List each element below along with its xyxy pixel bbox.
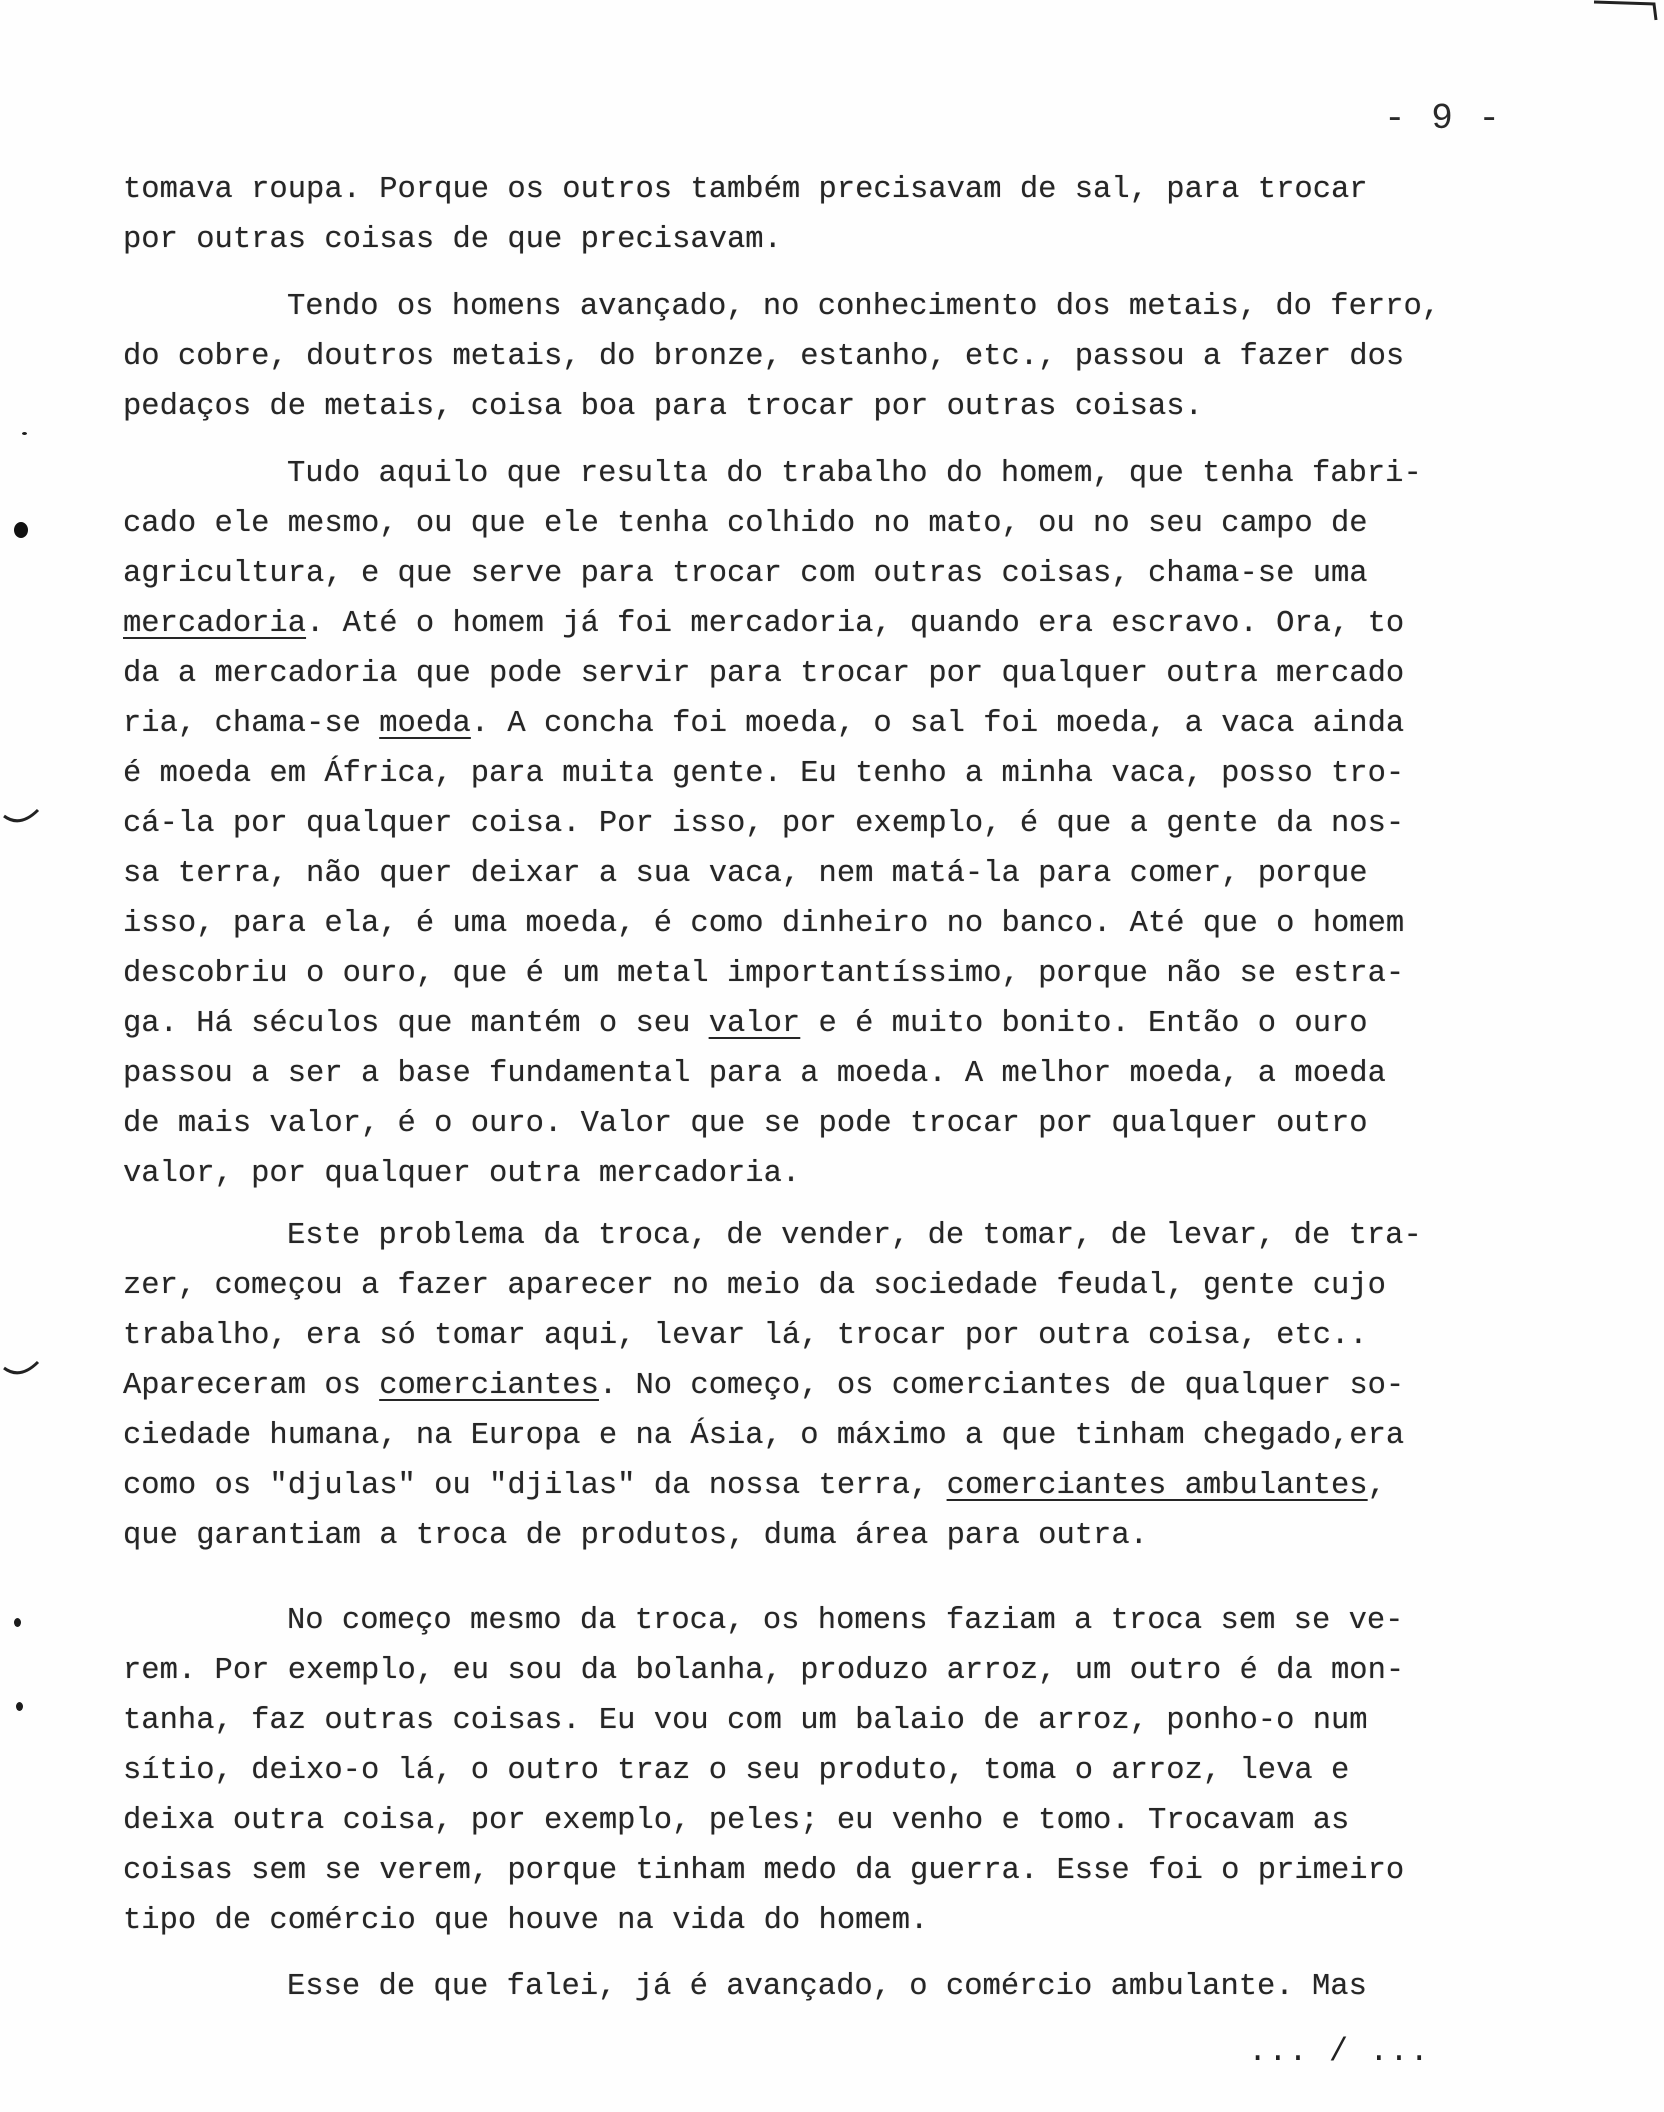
text-run: zer, começou a fazer aparecer no meio da sociedade feudal, gente cujo [123, 1269, 1386, 1303]
text-line [123, 1361, 1583, 1411]
text-run: sítio, deixo-o lá, o outro traz o seu produto, toma o arroz, leva e [123, 1754, 1350, 1788]
text-run: valor, por qualquer outra mercadoria. [123, 1157, 801, 1191]
text-run: deixa outra coisa, por exemplo, peles; eu venho e tomo. Trocavam as [123, 1804, 1350, 1838]
text-run: Tudo aquilo que resulta do trabalho do homem, que tenha fabri- [287, 457, 1422, 491]
text-line [123, 1411, 1583, 1461]
paragraph [123, 165, 1583, 265]
paragraph [123, 449, 1583, 1199]
scan-speck [14, 1618, 21, 1627]
text-run: ria, chama-se [123, 707, 380, 741]
text-line [123, 1696, 1583, 1746]
text-run: , [1367, 1469, 1386, 1503]
underlined-term: comerciantes ambulantes [946, 1469, 1368, 1503]
text-run: cado ele mesmo, ou que ele tenha colhido no mato, ou no seu campo de [123, 507, 1368, 541]
text-line [123, 382, 1583, 432]
text-line [123, 549, 1583, 599]
text-run: cá-la por qualquer coisa. Por isso, por exemplo, é que a gente da nos- [123, 807, 1405, 841]
text-run: isso, para ela, é uma moeda, é como dinheiro no banco. Até que o homem [123, 907, 1405, 941]
continuation-mark: ... / ... [1248, 2033, 1430, 2070]
underlined-term: comerciantes [379, 1369, 599, 1403]
text-run: de mais valor, é o ouro. Valor que se pode trocar por qualquer outro [123, 1107, 1368, 1141]
text-line [123, 1261, 1583, 1311]
binder-curve-mark [2, 1356, 42, 1386]
text-line [123, 749, 1583, 799]
text-line [123, 449, 1583, 499]
underlined-term: valor [708, 1007, 801, 1041]
text-line [123, 799, 1583, 849]
text-run: passou a ser a base fundamental para a moeda. A melhor moeda, a moeda [123, 1057, 1386, 1091]
paragraph [123, 1211, 1583, 1561]
text-line [123, 1211, 1583, 1261]
text-run: pedaços de metais, coisa boa para trocar por outras coisas. [123, 390, 1203, 424]
text-run: por outras coisas de que precisavam. [123, 223, 782, 257]
text-line [123, 1511, 1583, 1561]
text-run: . A concha foi moeda, o sal foi moeda, a vaca ainda [470, 707, 1405, 741]
text-run: tipo de comércio que houve na vida do homem. [123, 1904, 929, 1938]
text-run: Este problema da troca, de vender, de tomar, de levar, de tra- [287, 1219, 1422, 1253]
text-line [123, 699, 1583, 749]
text-line [123, 1049, 1583, 1099]
text-line [123, 1461, 1583, 1511]
text-run: rem. Por exemplo, eu sou da bolanha, produzo arroz, um outro é da mon- [123, 1654, 1405, 1688]
text-line [123, 215, 1583, 265]
text-run: da a mercadoria que pode servir para trocar por qualquer outra mercado [123, 657, 1405, 691]
text-run: coisas sem se verem, porque tinham medo da guerra. Esse foi o primeiro [123, 1854, 1405, 1888]
text-line [123, 999, 1583, 1049]
text-line [123, 1099, 1583, 1149]
text-line [123, 649, 1583, 699]
text-run: trabalho, era só tomar aqui, levar lá, trocar por outra coisa, etc.. [123, 1319, 1368, 1353]
text-run: . Até o homem já foi mercadoria, quando era escravo. Ora, to [306, 607, 1405, 641]
text-line [123, 599, 1583, 649]
text-line [123, 1311, 1583, 1361]
text-line [123, 282, 1583, 332]
text-run: que garantiam a troca de produtos, duma área para outra. [123, 1519, 1148, 1553]
text-line [123, 1896, 1583, 1946]
text-line [123, 1962, 1583, 2012]
underlined-term: moeda [379, 707, 471, 741]
page-number: - 9 - [1384, 98, 1503, 139]
text-line [123, 499, 1583, 549]
binder-curve-mark [2, 804, 42, 834]
text-line [123, 1746, 1583, 1796]
text-run: Esse de que falei, já é avançado, o comércio ambulante. Mas [287, 1970, 1367, 2004]
paragraph [123, 282, 1583, 432]
text-run: ciedade humana, na Europa e na Ásia, o máximo a que tinham chegado,era [123, 1419, 1405, 1453]
text-run: ga. Há séculos que mantém o seu [123, 1007, 709, 1041]
scan-speck [16, 1702, 23, 1711]
text-run: tomava roupa. Porque os outros também precisavam de sal, para trocar [123, 173, 1368, 207]
text-line [123, 849, 1583, 899]
text-line [123, 1596, 1583, 1646]
text-run: descobriu o ouro, que é um metal importantíssimo, porque não se estra- [123, 957, 1405, 991]
text-run: Apareceram os [123, 1369, 380, 1403]
text-line [123, 332, 1583, 382]
text-line [123, 899, 1583, 949]
text-run: e é muito bonito. Então o ouro [800, 1007, 1368, 1041]
scan-edge-mark [1584, 0, 1664, 24]
text-line [123, 1796, 1583, 1846]
text-run: é moeda em África, para muita gente. Eu tenho a minha vaca, posso tro- [123, 757, 1405, 791]
text-line [123, 1149, 1583, 1199]
text-run: agricultura, e que serve para trocar com outras coisas, chama-se uma [123, 557, 1368, 591]
text-run: sa terra, não quer deixar a sua vaca, nem matá-la para comer, porque [123, 857, 1368, 891]
text-run: como os "djulas" ou "djilas" da nossa terra, [123, 1469, 947, 1503]
text-run: tanha, faz outras coisas. Eu vou com um balaio de arroz, ponho-o num [123, 1704, 1368, 1738]
text-run: do cobre, doutros metais, do bronze, estanho, etc., passou a fazer dos [123, 340, 1405, 374]
text-line [123, 165, 1583, 215]
paragraph [123, 1596, 1583, 1946]
underlined-term: mercadoria [123, 607, 307, 641]
text-line [123, 949, 1583, 999]
scan-speck [22, 432, 27, 435]
text-run: . No começo, os comerciantes de qualquer so- [598, 1369, 1405, 1403]
paragraph [123, 1962, 1583, 2012]
text-run: Tendo os homens avançado, no conhecimento dos metais, do ferro, [287, 290, 1441, 324]
binder-hole-mark [14, 522, 28, 538]
text-line [123, 1646, 1583, 1696]
text-run: No começo mesmo da troca, os homens faziam a troca sem se ve- [287, 1604, 1404, 1638]
text-line [123, 1846, 1583, 1896]
